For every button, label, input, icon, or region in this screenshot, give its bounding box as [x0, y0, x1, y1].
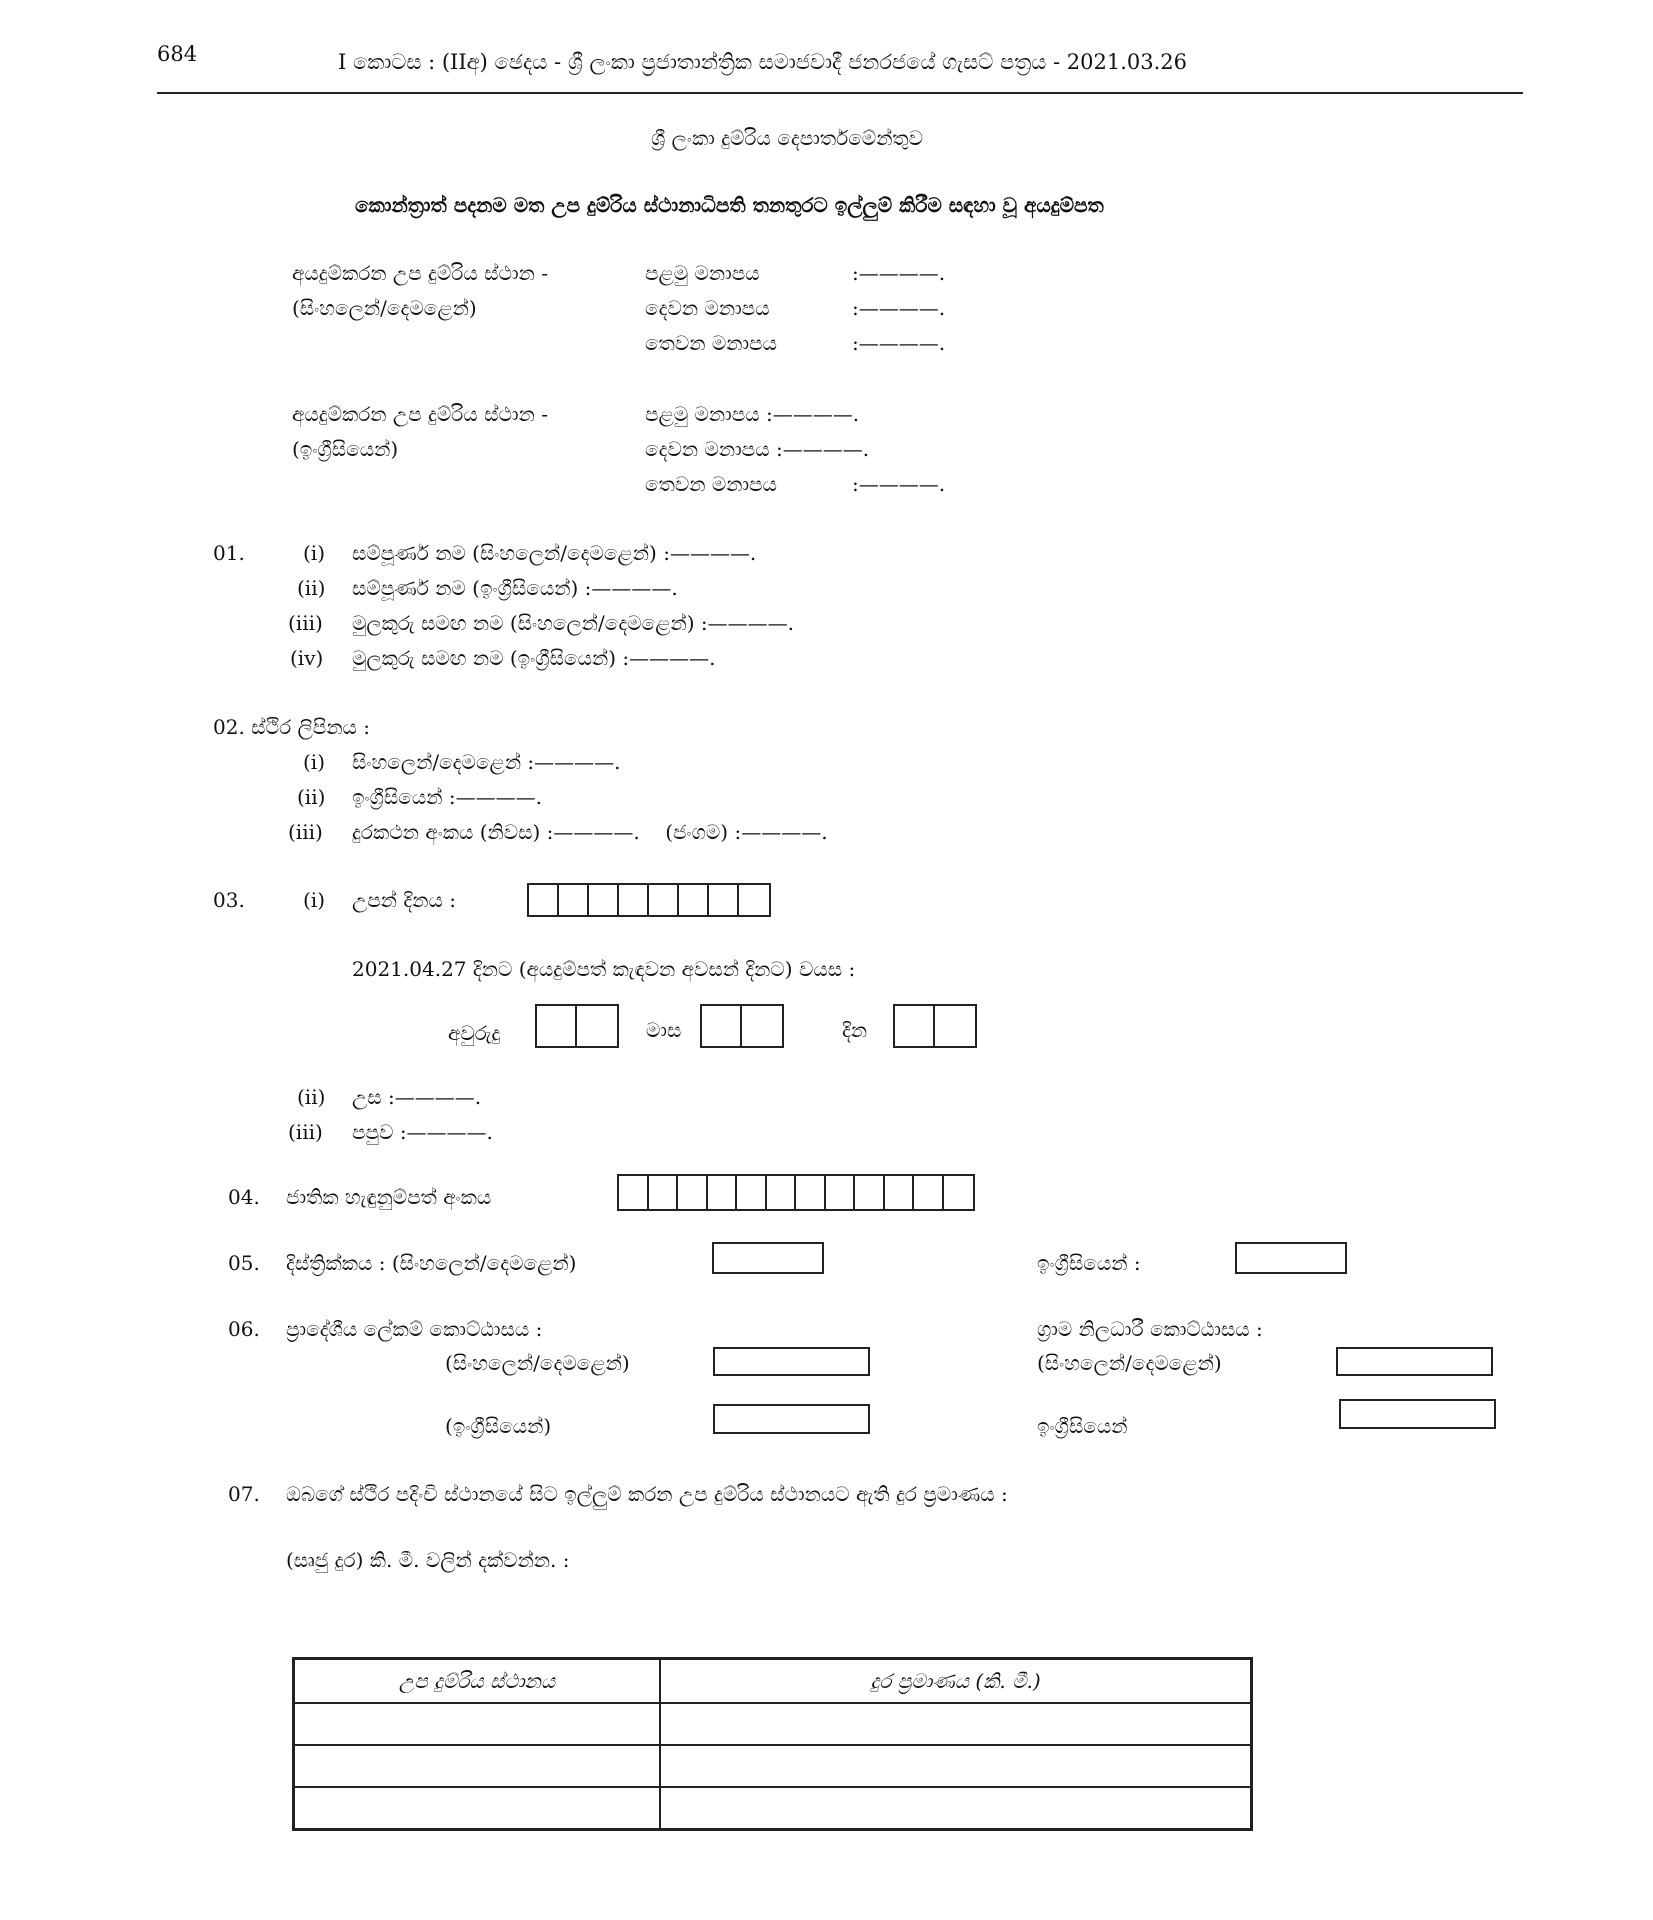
department-name: ශ්‍රී ලංකා දුම්රිය දෙපාර්තමේන්තුව — [651, 126, 924, 150]
distance-cell[interactable] — [660, 1787, 1252, 1830]
age-box[interactable] — [935, 1006, 975, 1046]
dob-box[interactable] — [559, 885, 589, 915]
pref-english-third: තෙවන මනාපය — [645, 472, 777, 496]
pref-sinhala-second-blank[interactable]: :————. — [852, 296, 946, 320]
dob-box[interactable] — [739, 885, 769, 915]
section-06-number: 06. — [228, 1317, 260, 1341]
nic-box[interactable] — [619, 1176, 649, 1209]
age-note: 2021.04.27 දිනට (අයදුම්පත් කැඳවන අවසන් දිනට) වයස : — [352, 957, 856, 981]
nic-box[interactable] — [678, 1176, 708, 1209]
dob-box[interactable] — [649, 885, 679, 915]
ds-sinhala-label: (සිංහලෙන්/දෙමළෙන්) — [445, 1351, 630, 1375]
age-box[interactable] — [537, 1006, 577, 1046]
age-years-label: අවුරුදු — [448, 1021, 501, 1045]
ds-sinhala-box[interactable] — [713, 1347, 870, 1376]
pref-english-second[interactable]: දෙවන මනාපය :————. — [645, 437, 870, 461]
gn-division-label: ග්‍රාම නිලධාරී කොට්ඨාසය : — [1037, 1317, 1263, 1341]
header-rule — [157, 92, 1523, 94]
age-box[interactable] — [895, 1006, 935, 1046]
s02-roman-1: (i) — [303, 750, 326, 774]
table-header-row — [294, 1659, 1252, 1704]
nic-box[interactable] — [796, 1176, 826, 1209]
age-box[interactable] — [577, 1006, 617, 1046]
s01-initials-name-sinhala[interactable]: මුලකුරු සමඟ නම (සිංහලෙන්/දෙමළෙන්) :————. — [352, 611, 794, 635]
nic-box[interactable] — [944, 1176, 974, 1209]
nic-label: ජාතික හැඳුනුම්පත් අංකය — [286, 1185, 492, 1209]
dob-box[interactable] — [619, 885, 649, 915]
pref-sinhala-third-blank[interactable]: :————. — [852, 331, 946, 355]
section-04-number: 04. — [228, 1185, 260, 1209]
age-years-boxes[interactable] — [535, 1004, 619, 1048]
pref-sinhala-third: තෙවන මනාපය — [645, 331, 777, 355]
pref-sinhala-first: පළමු මනාපය — [645, 261, 760, 285]
s02-address-sinhala[interactable]: සිංහලෙන්/දෙමළෙන් :————. — [352, 750, 621, 774]
nic-box[interactable] — [914, 1176, 944, 1209]
gn-sinhala-box[interactable] — [1336, 1347, 1493, 1376]
nic-box[interactable] — [826, 1176, 856, 1209]
nic-box[interactable] — [855, 1176, 885, 1209]
dob-boxes[interactable] — [527, 883, 771, 917]
s01-full-name-english[interactable]: සම්පූර්ණ නම (ඉංග්‍රීසියෙන්) :————. — [352, 576, 678, 600]
nic-box[interactable] — [649, 1176, 679, 1209]
station-cell[interactable] — [294, 1703, 661, 1745]
height-field[interactable]: උස :————. — [352, 1085, 482, 1109]
s01-roman-1: (i) — [303, 541, 326, 565]
pref-english-label: අයදුම්කරන උප දුම්රිය ස්ථාන - — [292, 402, 548, 426]
distance-cell[interactable] — [660, 1703, 1252, 1745]
pref-sinhala-lang: (සිංහලෙන්/දෙමළෙන්) — [292, 296, 477, 320]
nic-box[interactable] — [885, 1176, 915, 1209]
s01-roman-4: (iv) — [290, 646, 324, 670]
section-07-number: 07. — [228, 1482, 260, 1506]
section-05-number: 05. — [228, 1251, 260, 1275]
s02-telephone[interactable]: දුරකථන අංකය (නිවස) :————. (ජංගම) :————. — [352, 820, 828, 844]
section-01-number: 01. — [213, 541, 245, 565]
dob-label: උපන් දිනය : — [352, 888, 456, 912]
table-row — [294, 1787, 1252, 1830]
s03-roman-1: (i) — [303, 888, 326, 912]
nic-box[interactable] — [708, 1176, 738, 1209]
s03-roman-3: (iii) — [288, 1120, 323, 1144]
pref-sinhala-first-blank[interactable]: :————. — [852, 261, 946, 285]
station-column-header: උප දුම්රිය ස්ථානය — [294, 1659, 661, 1704]
s01-roman-3: (iii) — [288, 611, 323, 635]
age-days-label: දින — [842, 1018, 868, 1042]
s01-initials-name-english[interactable]: මුලකුරු සමඟ නම (ඉංග්‍රීසියෙන්) :————. — [352, 646, 716, 670]
s02-roman-2: (ii) — [297, 785, 326, 809]
pref-english-third-blank[interactable]: :————. — [852, 472, 946, 496]
form-title: කොන්ත්‍රාත් පදනම මත උප දුම්රිය ස්ථානාධිපති තනතුරට ඉල්ලුම් කිරීම සඳහා වූ අයදුම්පත — [355, 193, 1104, 217]
ds-english-box[interactable] — [713, 1404, 870, 1434]
distance-note: (සෘජු දුර) කි. මී. වලින් දක්වන්න. : — [286, 1548, 570, 1572]
gn-english-box[interactable] — [1339, 1399, 1496, 1429]
pref-sinhala-second: දෙවන මනාපය — [645, 296, 770, 320]
nic-boxes[interactable] — [617, 1174, 975, 1211]
gn-english-label: ඉංග්‍රීසියෙන් — [1037, 1414, 1128, 1438]
district-english-label: ඉංග්‍රීසියෙන් : — [1037, 1251, 1141, 1275]
running-title: I කොටස : (IIඅ) ඡෙදය - ශ්‍රී ලංකා ප්‍රජාතාන්ත්‍රික සමාජවාදී ජනරජයේ ගැසට් පත්‍රය - 2021.03.26 — [338, 50, 1188, 74]
section-03-number: 03. — [213, 888, 245, 912]
page-number: 684 — [157, 42, 198, 66]
distance-cell[interactable] — [660, 1745, 1252, 1787]
ds-division-label: ප්‍රාදේශීය ලේකම් කොට්ඨාසය : — [286, 1317, 543, 1341]
nic-box[interactable] — [767, 1176, 797, 1209]
table-row — [294, 1703, 1252, 1745]
age-box[interactable] — [742, 1006, 782, 1046]
age-months-label: මාස — [646, 1018, 682, 1042]
district-english-box[interactable] — [1235, 1242, 1347, 1274]
age-days-boxes[interactable] — [893, 1004, 977, 1048]
gn-sinhala-label: (සිංහලෙන්/දෙමළෙන්) — [1037, 1351, 1222, 1375]
s02-address-english[interactable]: ඉංග්‍රීසියෙන් :————. — [352, 785, 542, 809]
dob-box[interactable] — [709, 885, 739, 915]
age-box[interactable] — [702, 1006, 742, 1046]
dob-box[interactable] — [529, 885, 559, 915]
section-02-heading: 02. ස්ථිර ලිපිනය : — [213, 715, 371, 739]
pref-english-first[interactable]: පළමු මනාපය :————. — [645, 402, 860, 426]
s01-roman-2: (ii) — [297, 576, 326, 600]
dob-box[interactable] — [679, 885, 709, 915]
ds-english-label: (ඉංග්‍රීසියෙන්) — [445, 1414, 552, 1438]
distance-question: ඔබගේ ස්ථිර පදිංචි ස්ථානයේ සිට ඉල්ලුම් කරන උප දුම්රිය ස්ථානයට ඇති දුර ප්‍රමාණය : — [286, 1482, 1008, 1506]
dob-box[interactable] — [589, 885, 619, 915]
nic-box[interactable] — [737, 1176, 767, 1209]
district-sinhala-box[interactable] — [712, 1242, 824, 1274]
distance-table — [292, 1657, 1253, 1831]
age-months-boxes[interactable] — [700, 1004, 784, 1048]
pref-sinhala-label: අයදුම්කරන උප දුම්රිය ස්ථාන - — [292, 261, 548, 285]
table-row — [294, 1745, 1252, 1787]
s02-roman-3: (iii) — [288, 820, 323, 844]
s01-full-name-sinhala[interactable]: සම්පූර්ණ නම (සිංහලෙන්/දෙමළෙන්) :————. — [352, 541, 757, 565]
pref-english-lang: (ඉංග්‍රීසියෙන්) — [292, 437, 399, 461]
s03-roman-2: (ii) — [297, 1085, 326, 1109]
chest-field[interactable]: පපුව :————. — [352, 1120, 493, 1144]
distance-column-header: දුර ප්‍රමාණය (කි. මී.) — [660, 1659, 1252, 1704]
district-label: දිස්ත්‍රික්කය : (සිංහලෙන්/දෙමළෙන්) — [286, 1251, 577, 1275]
station-cell[interactable] — [294, 1745, 661, 1787]
station-cell[interactable] — [294, 1787, 661, 1830]
